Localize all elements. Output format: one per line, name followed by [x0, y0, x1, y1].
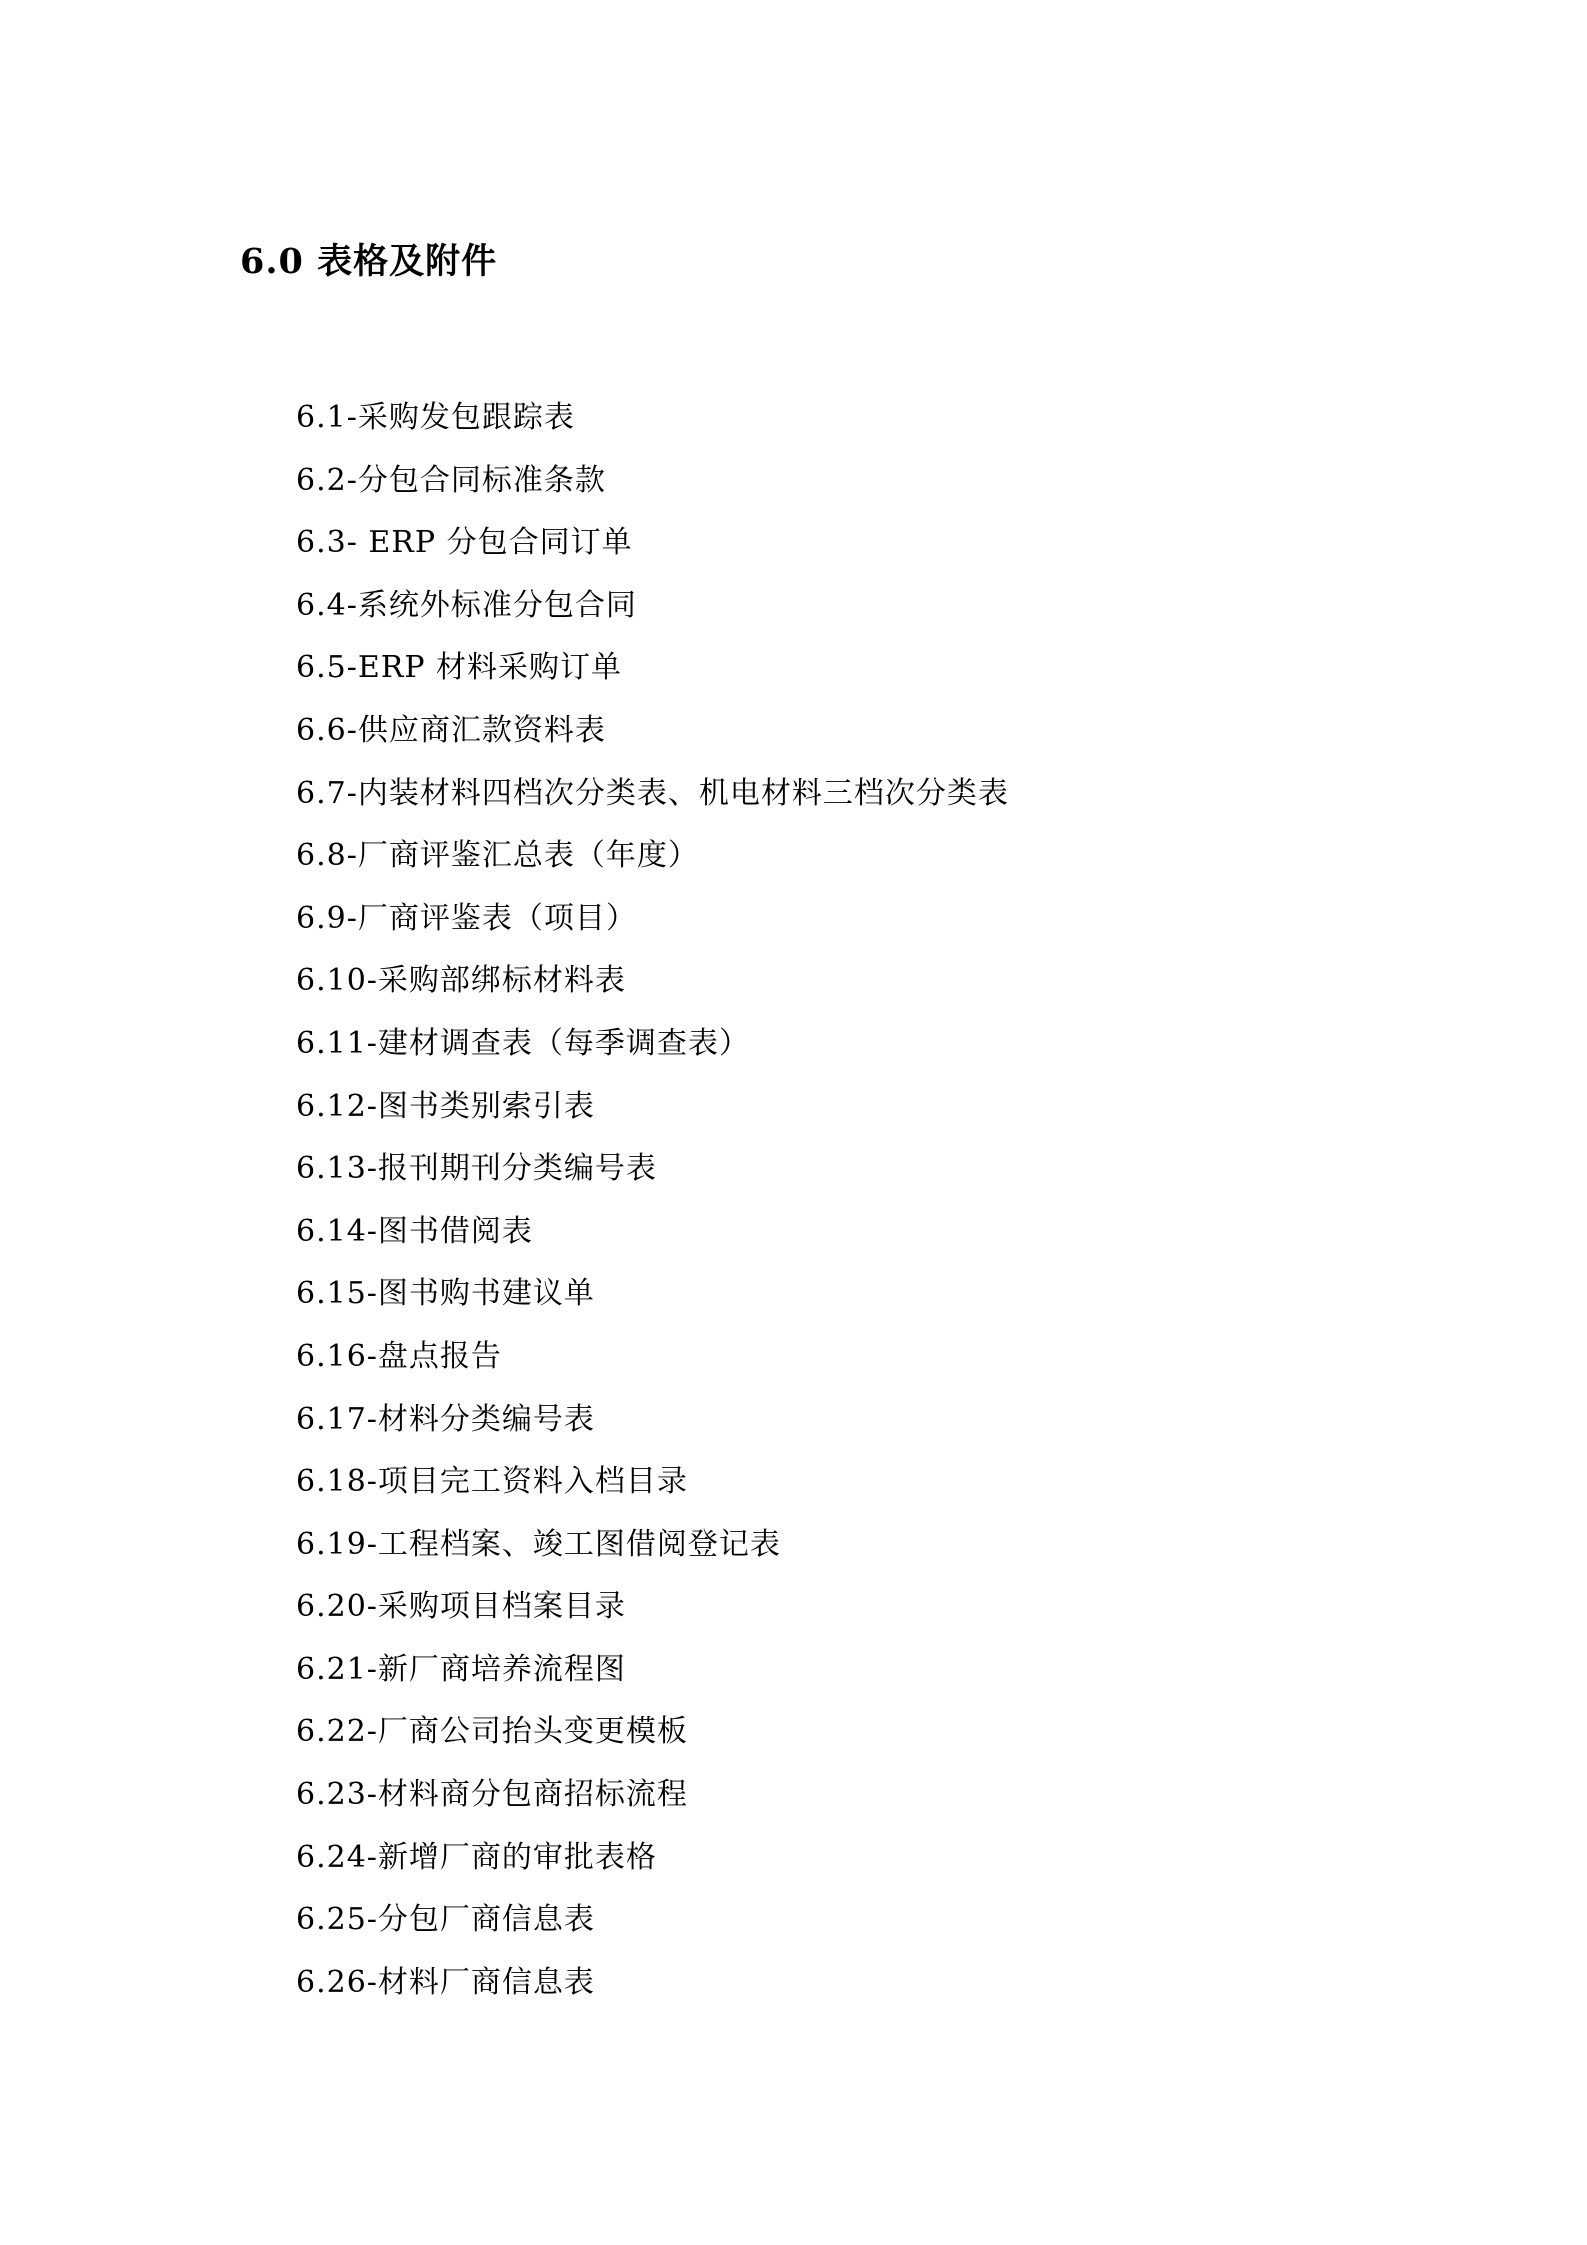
- section-heading: 6.0 表格及附件: [240, 241, 498, 282]
- list-item: [296, 1961, 1009, 2024]
- list-item-text: 6.14-图书借阅表: [296, 1213, 533, 1249]
- list-item: [296, 709, 1009, 772]
- list-item-text: 6.12-图书类别索引表: [296, 1088, 595, 1124]
- list-item-text: 6.4-系统外标准分包合同: [296, 587, 637, 623]
- list-item-text: 6.7-内装材料四档次分类表、机电材料三档次分类表: [296, 775, 1009, 811]
- list-item-text: 6.23-材料商分包商招标流程: [296, 1777, 688, 1813]
- list-item: [296, 584, 1009, 647]
- list-item: [296, 1210, 1009, 1273]
- attachment-list: [296, 396, 1009, 2023]
- list-item-text: 6.20-采购项目档案目录: [296, 1589, 626, 1625]
- list-item-text: 6.15-图书购书建议单: [296, 1276, 595, 1312]
- list-item: [296, 1523, 1009, 1586]
- list-item: [296, 1272, 1009, 1335]
- list-item-text: 6.5-ERP 材料采购订单: [296, 650, 623, 686]
- list-item-text: 6.16-盘点报告: [296, 1338, 502, 1374]
- list-item-text: 6.1-采购发包跟踪表: [296, 400, 575, 435]
- list-item: [296, 1710, 1009, 1773]
- list-item: [296, 1085, 1009, 1148]
- list-item-text: 6.26-材料厂商信息表: [296, 1964, 595, 2000]
- list-item-text: 6.2-分包合同标准条款: [296, 462, 606, 498]
- list-item-text: 6.9-厂商评鉴表（项目）: [296, 900, 637, 936]
- list-item-text: 6.11-建材调查表（每季调查表）: [296, 1025, 750, 1061]
- list-item-text: 6.10-采购部绑标材料表: [296, 963, 626, 999]
- list-item: [296, 1335, 1009, 1398]
- list-item: [296, 1648, 1009, 1711]
- list-item: [296, 1398, 1009, 1461]
- list-item: [296, 772, 1009, 835]
- list-item-text: 6.22-厂商公司抬头变更模板: [296, 1714, 688, 1750]
- list-item-text: 6.3- ERP 分包合同订单: [296, 525, 633, 561]
- list-item: [296, 646, 1009, 709]
- list-item-text: 6.13-报刊期刊分类编号表: [296, 1151, 657, 1187]
- list-item: [296, 897, 1009, 960]
- list-item: [296, 459, 1009, 522]
- list-item-text: 6.17-材料分类编号表: [296, 1401, 595, 1437]
- list-item: [296, 959, 1009, 1022]
- list-item-text: 6.21-新厂商培养流程图: [296, 1651, 626, 1687]
- list-item: [296, 1585, 1009, 1648]
- list-item: [296, 1147, 1009, 1210]
- list-item: [296, 521, 1009, 584]
- list-item-text: 6.25-分包厂商信息表: [296, 1902, 595, 1938]
- list-item: [296, 834, 1009, 897]
- list-item: [296, 1460, 1009, 1523]
- list-item: [296, 1773, 1009, 1836]
- list-item-text: 6.18-项目完工资料入档目录: [296, 1464, 688, 1500]
- list-item-text: 6.24-新增厂商的审批表格: [296, 1839, 657, 1875]
- list-item: [296, 1898, 1009, 1961]
- list-item-text: 6.6-供应商汇款资料表: [296, 712, 606, 748]
- list-item-text: 6.19-工程档案、竣工图借阅登记表: [296, 1526, 781, 1562]
- list-item: [296, 1022, 1009, 1085]
- list-item: [296, 1836, 1009, 1899]
- list-item-text: 6.8-厂商评鉴汇总表（年度）: [296, 838, 699, 874]
- list-item: [296, 396, 1009, 459]
